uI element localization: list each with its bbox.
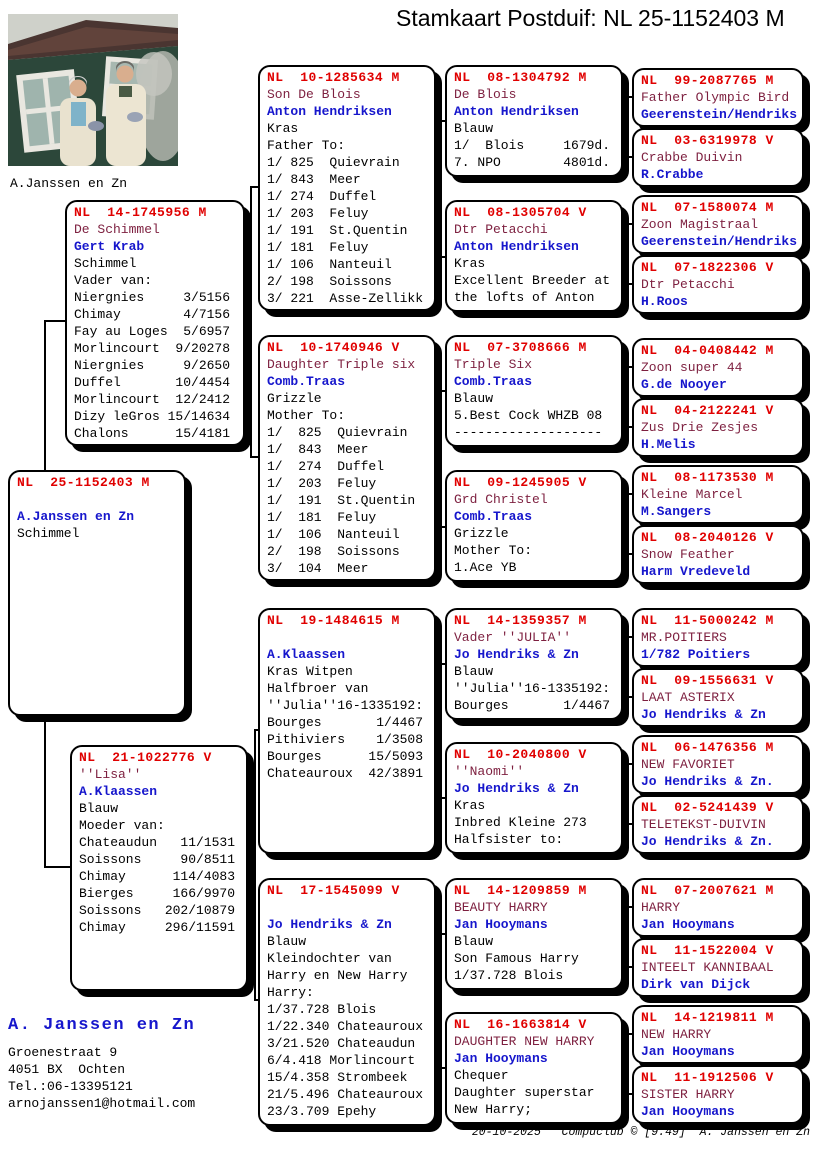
box-line: 1/ 274 Duffel [267, 189, 377, 204]
pedigree-box-g5b [632, 128, 804, 187]
box-line: Jo Hendriks & Zn [454, 781, 579, 796]
ring-number: NL 99-2087765 M [641, 73, 774, 88]
box-line: Son Famous Harry [454, 951, 579, 966]
contact-line: Tel.:06-13395121 [8, 1079, 133, 1094]
ring-number: NL 19-1484615 M [267, 613, 400, 628]
pedigree-box-g5c [632, 195, 804, 254]
box-line: Blauw [454, 664, 494, 679]
box-line: Duffel 10/4454 [74, 375, 231, 390]
box-line: 1/ Blois 1679d. [454, 138, 611, 153]
connector-line [626, 636, 628, 698]
box-line: Chimay 114/4083 [79, 869, 236, 884]
box-line: ''Lisa'' [79, 767, 142, 782]
ring-number: NL 08-1305704 V [454, 205, 587, 220]
pedigree-box-g4a [445, 65, 623, 177]
box-line: 1/ 106 Nanteuil [267, 527, 400, 542]
ring-number: NL 08-1173530 M [641, 470, 774, 485]
pedigree-box-g5g [632, 465, 804, 524]
ring-number: NL 21-1022776 V [79, 750, 212, 765]
box-line: Crabbe Duivin [641, 150, 743, 165]
box-line: Harry en New Harry [267, 968, 408, 983]
pedigree-box-g4f [445, 742, 623, 854]
box-line: ------------------- [454, 425, 603, 440]
box-line: A.Klaassen [79, 784, 158, 799]
box-line: Snow Feather [641, 547, 735, 562]
box-line: Anton Hendriksen [454, 239, 579, 254]
box-line: Jo Hendriks & Zn. [641, 774, 774, 789]
ring-number: NL 14-1219811 M [641, 1010, 774, 1025]
box-line: Daughter Triple six [267, 357, 416, 372]
connector-line [44, 866, 72, 868]
box-line: ''Naomi'' [454, 764, 525, 779]
pedigree-box-subject [8, 470, 186, 716]
pedigree-box-g5a [632, 68, 804, 127]
box-line: NEW FAVORIET [641, 757, 735, 772]
box-line: Grizzle [267, 391, 322, 406]
box-line: INTEELT KANNIBAAL [641, 960, 774, 975]
box-line: Vader ''JULIA'' [454, 630, 572, 645]
box-line: Bourges 1/4467 [267, 715, 424, 730]
box-line [267, 899, 427, 916]
box-line: Inbred Kleine 273 [454, 815, 587, 830]
box-line: Bourges 15/5093 [267, 749, 424, 764]
connector-line [626, 366, 628, 428]
pedigree-box-g5d [632, 255, 804, 314]
box-line: Dirk van Dijck [641, 977, 751, 992]
pedigree-box-g5i [632, 608, 804, 667]
pedigree-box-g4c [445, 335, 623, 447]
box-line: 1/37.728 Blois [454, 968, 564, 983]
ring-number: NL 04-0408442 M [641, 343, 774, 358]
pedigree-box-g4d [445, 470, 623, 582]
connector-line [626, 493, 628, 555]
ring-number: NL 10-2040800 V [454, 747, 587, 762]
box-line: Jan Hooymans [641, 1044, 735, 1059]
box-line: De Blois [454, 87, 517, 102]
box-line: 5.Best Cock WHZB 08 [454, 408, 603, 423]
box-line: Fay au Loges 5/6957 [74, 324, 231, 339]
ring-number: NL 14-1359357 M [454, 613, 587, 628]
box-line: De Schimmel [74, 222, 160, 237]
ring-number: NL 10-1285634 M [267, 70, 400, 85]
photo-caption: A.Janssen en Zn [10, 176, 128, 191]
box-line: Blauw [454, 121, 494, 136]
box-line: Halfbroer van [267, 681, 369, 696]
box-line: Niergnies 9/2650 [74, 358, 231, 373]
box-line: Chateauroux 42/3891 [267, 766, 424, 781]
box-line: H.Roos [641, 294, 688, 309]
connector-line [626, 223, 628, 285]
box-line: DAUGHTER NEW HARRY [454, 1034, 595, 1049]
ring-number: NL 11-5000242 M [641, 613, 774, 628]
connector-line [626, 1033, 628, 1095]
box-line: Dtr Petacchi [454, 222, 548, 237]
ring-number: NL 17-1545099 V [267, 883, 400, 898]
box-line: BEAUTY HARRY [454, 900, 548, 915]
connector-line [626, 96, 628, 158]
box-line: 1/ 191 St.Quentin [267, 493, 416, 508]
box-line: Jo Hendriks & Zn [641, 707, 766, 722]
ring-number: NL 11-1912506 V [641, 1070, 774, 1085]
box-line: Jan Hooymans [454, 917, 548, 932]
ring-number: NL 02-5241439 V [641, 800, 774, 815]
box-line: 1/22.340 Chateauroux [267, 1019, 424, 1034]
box-line: 1/ 181 Feluy [267, 240, 369, 255]
box-line: Anton Hendriksen [454, 104, 579, 119]
box-line: Kras Witpen [267, 664, 353, 679]
box-line: Jan Hooymans [454, 1051, 548, 1066]
box-line: Father Olympic Bird [641, 90, 790, 105]
box-line: Grizzle [454, 526, 509, 541]
box-line: M.Sangers [641, 504, 712, 519]
box-line: Moeder van: [79, 818, 165, 833]
box-line: Kras [454, 256, 486, 271]
box-line [17, 491, 177, 508]
box-line: Jo Hendriks & Zn [454, 647, 579, 662]
pedigree-box-g3c [258, 608, 436, 854]
box-line: R.Crabbe [641, 167, 704, 182]
box-line: 1/ 203 Feluy [267, 476, 377, 491]
box-line: Zoon super 44 [641, 360, 743, 375]
box-line: Mother To: [454, 543, 533, 558]
box-line: 1/ 203 Feluy [267, 206, 369, 221]
page-title: Stamkaart Postduif: NL 25-1152403 M [396, 5, 785, 31]
box-line: ''Julia''16-1335192: [454, 681, 611, 696]
box-line: Schimmel [17, 526, 80, 541]
box-line: 1/ 843 Meer [267, 172, 361, 187]
box-line: 1/782 Poitiers [641, 647, 751, 662]
box-line: Bierges 166/9970 [79, 886, 236, 901]
box-line: 21/5.496 Chateauroux [267, 1087, 424, 1102]
box-line: Kras [267, 121, 299, 136]
box-line: Halfsister to: [454, 832, 564, 847]
box-line: A.Janssen en Zn [17, 509, 135, 524]
connector-line [626, 763, 628, 825]
box-line: Excellent Breeder at [454, 273, 611, 288]
box-line: 2/ 198 Soissons [267, 274, 392, 289]
box-line: Jan Hooymans [641, 917, 735, 932]
box-line: 7. NPO 4801d. [454, 155, 611, 170]
box-line: SISTER HARRY [641, 1087, 735, 1102]
box-line: ''Julia''16-1335192: [267, 698, 424, 713]
box-line: Harry: [267, 985, 314, 1000]
connector-line [439, 663, 441, 800]
ring-number: NL 10-1740946 V [267, 340, 400, 355]
connector-line [250, 186, 252, 458]
pedigree-box-g5h [632, 525, 804, 584]
box-line: Daughter superstar [454, 1085, 595, 1100]
box-line: Chequer [454, 1068, 509, 1083]
box-line: Blauw [267, 934, 307, 949]
box-line: Kleine Marcel [641, 487, 743, 502]
box-line: Geerenstein/Hendriks [641, 107, 798, 122]
ring-number: NL 07-3708666 M [454, 340, 587, 355]
box-line: 23/3.709 Epehy [267, 1104, 377, 1119]
ring-number: NL 09-1556631 V [641, 673, 774, 688]
box-line: Vader van: [74, 273, 153, 288]
loft-photo [8, 14, 178, 166]
box-line: 1/ 181 Feluy [267, 510, 377, 525]
footer-text: 20-10-2025 Compuclub © [9.49] A. Janssen en Zn [471, 1126, 810, 1139]
box-line: 1/ 106 Nanteuil [267, 257, 392, 272]
pedigree-box-mother [70, 745, 248, 991]
box-line: NEW HARRY [641, 1027, 712, 1042]
connector-line [626, 906, 628, 968]
box-line: Morlincourt 9/20278 [74, 341, 231, 356]
box-line: Kleindochter van [267, 951, 392, 966]
box-line: H.Melis [641, 437, 696, 452]
box-line: MR.POITIERS [641, 630, 727, 645]
ring-number: NL 16-1663814 V [454, 1017, 587, 1032]
contact-name: A. Janssen en Zn [8, 1016, 196, 1035]
ring-number: NL 08-2040126 V [641, 530, 774, 545]
pedigree-box-g5k [632, 735, 804, 794]
box-line: Chimay 4/7156 [74, 307, 231, 322]
pedigree-box-father [65, 200, 245, 446]
ring-number: NL 25-1152403 M [17, 475, 150, 490]
box-line [267, 629, 427, 646]
box-line: 6/4.418 Morlincourt [267, 1053, 416, 1068]
box-line: Dizy leGros 15/14634 [74, 409, 231, 424]
box-line: Schimmel [74, 256, 137, 271]
connector-line [254, 729, 256, 1001]
box-line: 15/4.358 Strombeek [267, 1070, 408, 1085]
ring-number: NL 09-1245905 V [454, 475, 587, 490]
pedigree-box-g4g [445, 878, 623, 990]
box-line: 3/ 221 Asse-Zellikk [267, 291, 424, 306]
pedigree-box-g5j [632, 668, 804, 727]
box-line: Son De Blois [267, 87, 361, 102]
ring-number: NL 07-1580074 M [641, 200, 774, 215]
box-line: Zoon Magistraal [641, 217, 759, 232]
box-line: the lofts of Anton [454, 290, 595, 305]
box-line: Zus Drie Zesjes [641, 420, 759, 435]
box-line: 1/37.728 Blois [267, 1002, 377, 1017]
pedigree-box-g5o [632, 1005, 804, 1064]
ring-number: NL 14-1209859 M [454, 883, 587, 898]
pedigree-box-g3d [258, 878, 436, 1126]
ring-number: NL 07-2007621 M [641, 883, 774, 898]
box-line: Jo Hendriks & Zn. [641, 834, 774, 849]
box-line: 1/ 825 Quievrain [267, 155, 400, 170]
ring-number: NL 11-1522004 V [641, 943, 774, 958]
box-line: Comb.Traas [267, 374, 346, 389]
box-line: Niergnies 3/5156 [74, 290, 231, 305]
pedigree-box-g3b [258, 335, 436, 581]
contact-email: arnojanssen1@hotmail.com [8, 1096, 196, 1111]
pedigree-box-g5n [632, 938, 804, 997]
box-line: Chateaudun 11/1531 [79, 835, 236, 850]
box-line: 2/ 198 Soissons [267, 544, 400, 559]
box-line: Bourges 1/4467 [454, 698, 611, 713]
box-line: Kras [454, 798, 486, 813]
ring-number: NL 03-6319978 V [641, 133, 774, 148]
box-line: 1/ 825 Quievrain [267, 425, 408, 440]
box-line: Jo Hendriks & Zn [267, 917, 392, 932]
pedigree-box-g5e [632, 338, 804, 397]
connector-line [439, 933, 441, 1070]
box-line: HARRY [641, 900, 681, 915]
box-line: Chalons 15/4181 [74, 426, 231, 441]
connector-line [439, 390, 441, 528]
box-line: Pithiviers 1/3508 [267, 732, 424, 747]
box-line: New Harry; [454, 1102, 533, 1117]
pedigree-box-g5f [632, 398, 804, 457]
connector-line [439, 120, 441, 258]
box-line: 3/ 104 Meer [267, 561, 369, 576]
ring-number: NL 06-1476356 M [641, 740, 774, 755]
box-line: Comb.Traas [454, 509, 533, 524]
contact-line: 4051 BX Ochten [8, 1062, 126, 1077]
pedigree-box-g4h [445, 1012, 623, 1124]
box-line: Father To: [267, 138, 346, 153]
box-line: 3/21.520 Chateaudun [267, 1036, 416, 1051]
box-line: Gert Krab [74, 239, 145, 254]
box-line: Soissons 90/8511 [79, 852, 236, 867]
box-line: Dtr Petacchi [641, 277, 735, 292]
box-line: 1/ 191 St.Quentin [267, 223, 408, 238]
box-line: 1/ 274 Duffel [267, 459, 385, 474]
ring-number: NL 07-1822306 V [641, 260, 774, 275]
box-line: A.Klaassen [267, 647, 346, 662]
ring-number: NL 08-1304792 M [454, 70, 587, 85]
box-line: Soissons 202/10879 [79, 903, 236, 918]
box-line: Triple Six [454, 357, 533, 372]
pedigree-box-g4e [445, 608, 623, 720]
box-line: Harm Vredeveld [641, 564, 751, 579]
box-line: Blauw [79, 801, 119, 816]
box-line: Comb.Traas [454, 374, 533, 389]
box-line: Blauw [454, 934, 494, 949]
ring-number: NL 14-1745956 M [74, 205, 207, 220]
box-line: Mother To: [267, 408, 346, 423]
box-line: Morlincourt 12/2412 [74, 392, 231, 407]
pedigree-box-g3a [258, 65, 436, 311]
box-line: TELETEKST-DUIVIN [641, 817, 766, 832]
pedigree-box-g4b [445, 200, 623, 312]
box-line: Blauw [454, 391, 494, 406]
box-line: Anton Hendriksen [267, 104, 392, 119]
box-line: Grd Christel [454, 492, 548, 507]
box-line: G.de Nooyer [641, 377, 727, 392]
pedigree-box-g5p [632, 1065, 804, 1124]
box-line: Chimay 296/11591 [79, 920, 236, 935]
box-line: Jan Hooymans [641, 1104, 735, 1119]
connector-line [44, 320, 66, 322]
box-line: 1/ 843 Meer [267, 442, 369, 457]
contact-line: Groenestraat 9 [8, 1045, 118, 1060]
contact-block [8, 1016, 195, 1112]
pedigree-box-g5m [632, 878, 804, 937]
pedigree-box-g5l [632, 795, 804, 854]
box-line: 1.Ace YB [454, 560, 517, 575]
box-line: LAAT ASTERIX [641, 690, 735, 705]
box-line: Geerenstein/Hendriks [641, 234, 798, 249]
ring-number: NL 04-2122241 V [641, 403, 774, 418]
